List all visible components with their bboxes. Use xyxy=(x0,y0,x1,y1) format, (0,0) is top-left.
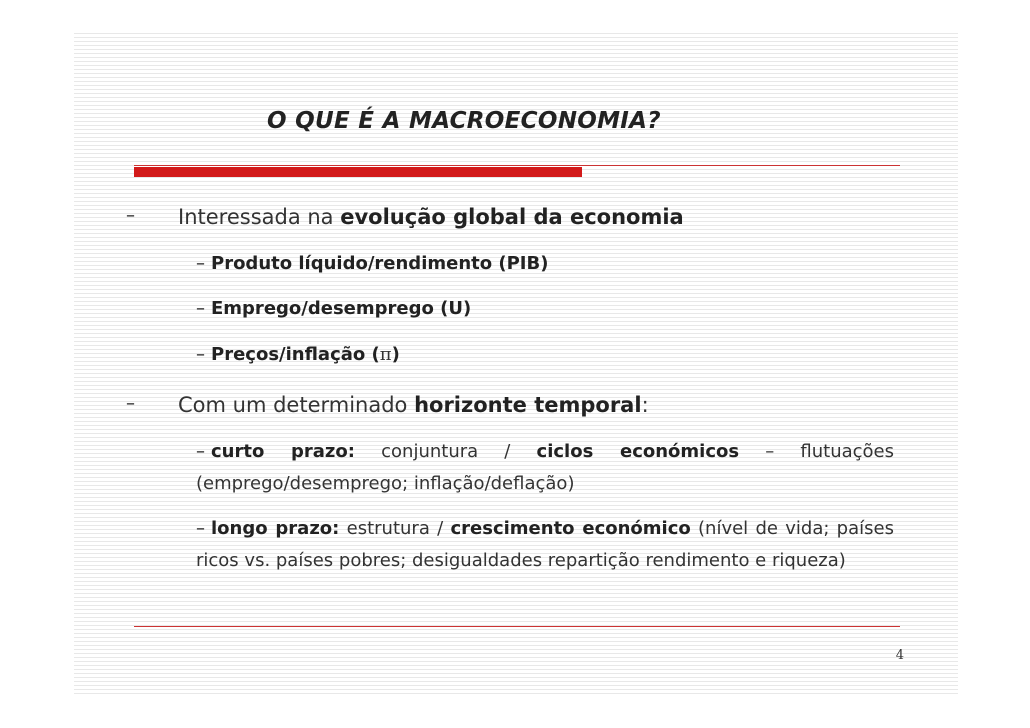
sub-bullet-longo-prazo xyxy=(196,513,894,577)
title-accent-bar xyxy=(134,167,582,177)
bullet-text-after: : xyxy=(641,393,649,417)
sub-bullet-emprego xyxy=(196,293,894,325)
pi-symbol: π xyxy=(379,344,392,365)
sub-bullet-dash: – xyxy=(196,344,205,365)
sub-bullet-dash: – xyxy=(196,441,205,462)
term-label: curto prazo: xyxy=(211,441,355,462)
footer-rule xyxy=(134,626,900,627)
sub-bullet-pib xyxy=(196,248,894,280)
term-emphasis: crescimento económico xyxy=(450,518,691,539)
sub-bullet-precos xyxy=(196,339,894,371)
sub-bullet-dash: – xyxy=(196,298,205,319)
sub-bullet-dash: – xyxy=(196,518,205,539)
bullet-dash: – xyxy=(126,205,135,226)
title-rule xyxy=(134,165,900,166)
bullet-text-plain: Interessada na xyxy=(178,205,341,229)
slide-title: O QUE É A MACROECONOMIA? xyxy=(267,108,661,134)
sub-bullet-curto-prazo xyxy=(196,436,894,500)
term-label: longo prazo: xyxy=(211,518,340,539)
sub-bullet-text: Emprego/desemprego (U) xyxy=(211,298,472,319)
bullet-dash: – xyxy=(126,393,135,414)
bullet-text-plain: Com um determinado xyxy=(178,393,415,417)
sub-bullet-dash: – xyxy=(196,253,205,274)
sub-bullet-text: Produto líquido/rendimento (PIB) xyxy=(211,253,549,274)
bullet-text-bold: horizonte temporal xyxy=(414,393,642,417)
term-emphasis: ciclos económicos xyxy=(536,441,740,462)
bullet-text-bold: evolução global da economia xyxy=(340,205,684,229)
sub-bullet-text-after: ) xyxy=(391,344,400,365)
bullet-text xyxy=(178,393,649,417)
term-text: conjuntura / xyxy=(354,441,537,462)
sub-bullet-text-before: Preços/inflação ( xyxy=(211,344,380,365)
term-detail: – flutuações (emprego/desemprego; inflação/deflação) xyxy=(196,441,894,494)
bullet-text xyxy=(178,205,684,229)
term-detail: (nível de vida; países ricos vs. países pobres; desigualdades repartição rendimento e riqueza) xyxy=(196,518,894,571)
term-text: estrutura / xyxy=(339,518,451,539)
page-number: 4 xyxy=(895,648,904,663)
